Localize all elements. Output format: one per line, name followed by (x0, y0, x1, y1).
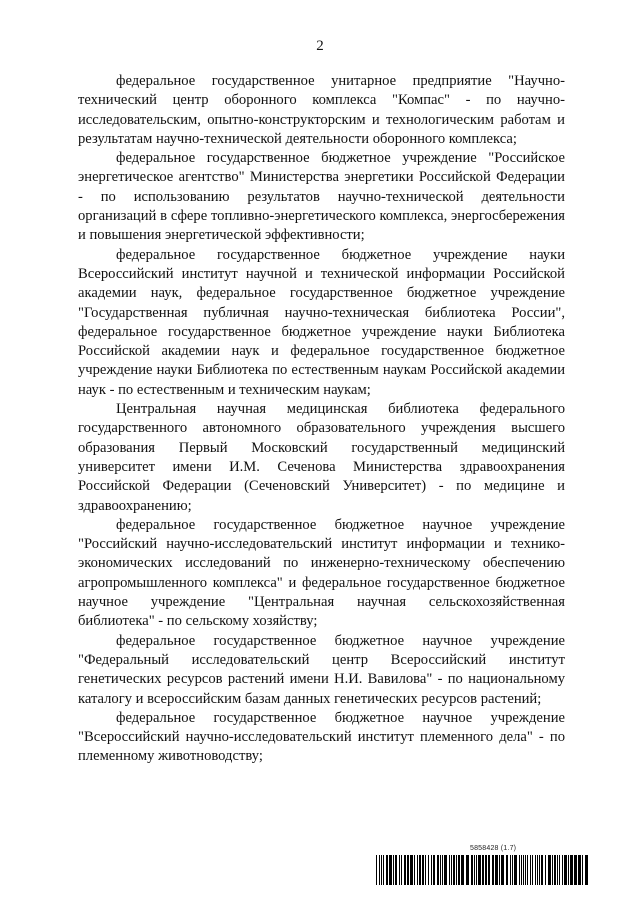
paragraph-kompas: федеральное государственное унитарное предприятие "Научно-технический центр оборонного комплекса "Компас" - по научно-исследовательским, опытно-конструкторским и технологическим работам и результатам научно-технической деятельности оборонного комплекса; (78, 73, 565, 147)
paragraph-plant-genetics: федеральное государственное бюджетное научное учреждение "Федеральный исследовательский центр Всероссийский институт генетических ресурсов растений имени Н.И. Вавилова" - по национальному каталогу и всероссийским базам данных генетических ресурсов растений; (78, 632, 565, 707)
paragraph-agriculture: федеральное государственное бюджетное научное учреждение "Российский научно-исследовательский институт информации и технико-экономических исследований по инженерно-техническому обеспечению агропромышленного комплекса" и федеральное государственное бюджетное научное учреждение "Центральная научная сельскохозяйственная библиотека" - по сельскому хозяйству; (78, 516, 565, 630)
paragraph-energy-agency: федеральное государственное бюджетное учреждение "Российское энергетическое агентство" Министерства энергетики Российской Федерации - по использованию результатов научно-технической деятельности организаций в сфере топливно-энергетического комплекса, энергосбережения и повышения энергетической эффективности; (78, 150, 565, 244)
page-number: 2 (316, 38, 324, 54)
paragraph-medicine: Центральная научная медицинская библиотека федерального государственного автономного образовательного учреждения высшего образования Первый Московский государственный медицинский университет имени И.М. Сеченова Министерства здравоохранения Российской Федерации (Сеченовский Университет) - по медицине и здравоохранению; (78, 401, 565, 514)
barcode-block (376, 845, 588, 887)
paragraph-natural-sciences: федеральное государственное бюджетное учреждение науки Всероссийский институт научной и технической информации Российской академии наук, федеральное государственное бюджетное учреждение "Государственная публичная научно-техническая библиотека России", федеральное государственное бюджетное учреждение науки Библиотека Российской академии наук и федеральное государственное бюджетное учреждение науки Библиотека по естественным наукам Российской академии наук - по естественным и техническим наукам; (78, 246, 565, 398)
barcode-code: 5858428 (1.7) (470, 845, 517, 852)
document-body (78, 72, 565, 767)
barcode-icon (376, 855, 588, 885)
paragraph-livestock: федеральное государственное бюджетное научное учреждение "Всероссийский научно-исследовательский институт племенного дела" - по племенному животноводству; (78, 709, 565, 765)
